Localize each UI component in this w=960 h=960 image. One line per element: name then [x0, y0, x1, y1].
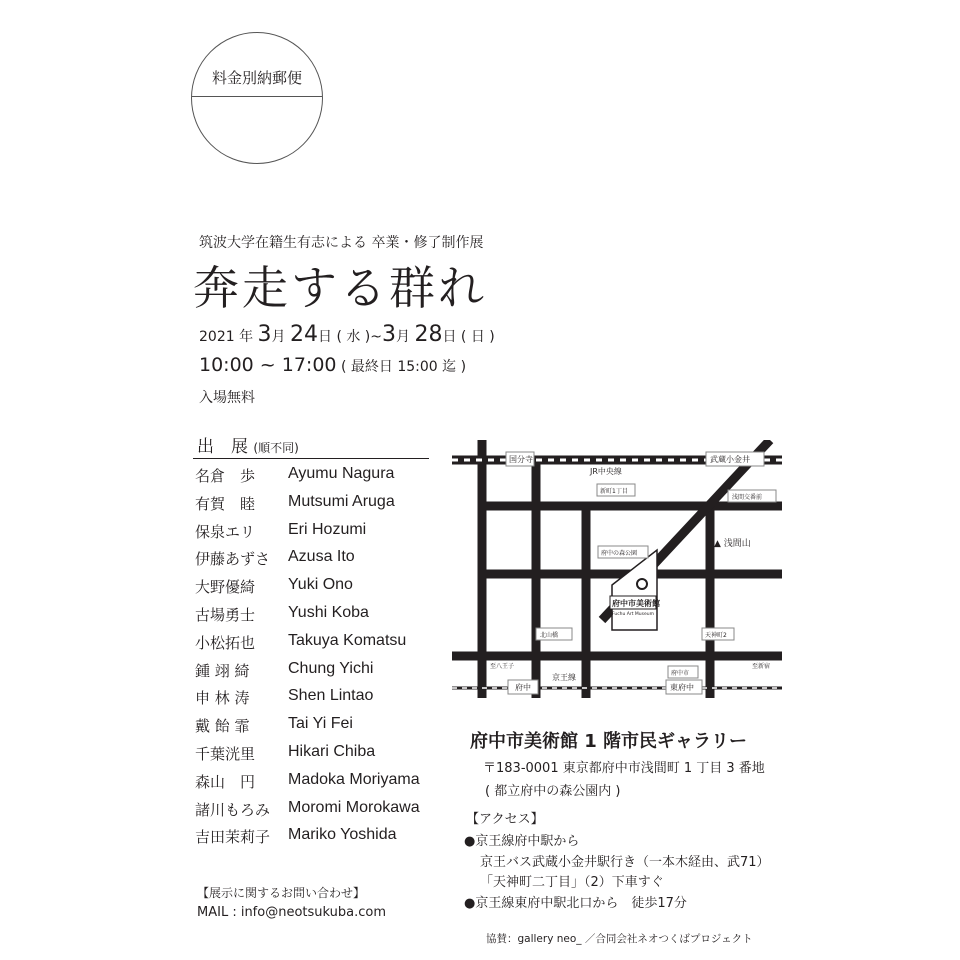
exhibitor-name-en: Azusa Ito [288, 548, 355, 566]
label-fuchu-city: 府中市 [671, 670, 690, 677]
exhibitor-name-en: Mutsumi Aruga [288, 492, 395, 510]
exhibition-dates [199, 322, 495, 347]
exhibitors-order-note: (順不同) [253, 441, 299, 455]
sponsor: 協賛：gallery neo_ ／合同会社ネオつくばプロジェクト [486, 933, 753, 945]
exhibitor-name-jp: 諸川もろみ [195, 800, 271, 819]
start-suffix: 日 ( 水 )~ [318, 329, 383, 345]
exhibitor-name-jp: 戴 飴 霏 [195, 717, 250, 736]
time-range: 10:00 ~ 17:00 [199, 354, 337, 376]
opening-hours [199, 354, 466, 376]
exhibitor-name-jp: 森山 円 [195, 772, 256, 791]
month-unit: 月 [271, 329, 286, 345]
exhibitor-name-en: Yushi Koba [288, 603, 369, 621]
exhibitor-name-jp: 千葉洸里 [195, 744, 256, 763]
venue-address-note: ( 都立府中の森公園内 ) [485, 784, 621, 799]
exhibition-subtitle: 筑波大学在籍生有志による 卒業・修了制作展 [199, 235, 484, 251]
exhibitor-name-en: Mariko Yoshida [288, 826, 397, 844]
park-block [612, 550, 657, 630]
exhibitor-name-en: Moromi Morokawa [288, 798, 420, 816]
exhibitor-name-jp: 伊藤あずさ [195, 550, 271, 569]
access-route-1-bus: 京王バス武蔵小金井駅行き（一本木経由、武71） [480, 855, 770, 870]
end-suffix: 日 ( 日 ) [442, 329, 495, 345]
label-shinmachi: 新町1丁目 [600, 488, 628, 495]
access-route-1: ●京王線府中駅から [464, 834, 580, 849]
exhibitor-name-en: Ayumu Nagura [288, 465, 395, 482]
exhibitor-name-jp: 保泉エリ [195, 522, 256, 541]
exhibitor-name-jp: 吉田茉莉子 [195, 828, 271, 847]
start-day: 24 [290, 322, 318, 347]
label-keio-line: 京王線 [552, 673, 576, 682]
venue-address: 〒183-0001 東京都府中市浅間町 1 丁目 3 番地 [483, 761, 765, 776]
label-museum-en: Fuchu Art Museum [612, 612, 655, 617]
label-sengenyama: ▲ 浅間山 [714, 539, 751, 549]
start-month: 3 [257, 322, 272, 347]
heading-rule [193, 458, 429, 459]
contact-mail[interactable]: MAIL : info@neotsukuba.com [197, 905, 386, 920]
exhibitor-name-jp: 鍾 翊 綺 [195, 661, 250, 680]
exhibitor-name-jp: 申 林 涛 [195, 689, 250, 708]
exhibitor-name-jp: 古場勇士 [195, 605, 256, 624]
exhibitors-heading [197, 432, 299, 457]
exhibitor-name-jp: 有賀 睦 [195, 494, 256, 513]
label-fuchu-no-mori: 府中の森公園 [601, 550, 638, 557]
label-musashi-koganei: 武蔵小金井 [710, 455, 750, 464]
postage-stamp-circle [191, 32, 323, 164]
exhibitor-name-en: Chung Yichi [288, 659, 374, 677]
exhibitor-name-en: Takuya Komatsu [288, 631, 407, 649]
year: 2021 年 [199, 329, 254, 345]
venue-name: 府中市美術館 1 階市民ギャラリー [470, 731, 748, 752]
access-route-1-stop: 「天神町二丁目」（2）下車すぐ [480, 875, 664, 890]
label-hachioji: 至八王子 [490, 663, 515, 670]
label-tenjincho: 天神町2 [705, 632, 727, 639]
exhibitor-name-en: Tai Yi Fei [288, 715, 353, 733]
label-museum: 府中市美術館 [612, 599, 660, 608]
exhibitor-name-en: Hikari Chiba [288, 742, 376, 760]
access-route-2: ●京王線東府中駅北口から 徒歩17分 [464, 896, 687, 911]
exhibitor-name-en: Shen Lintao [288, 687, 374, 705]
end-month: 3 [382, 322, 397, 347]
access-map [452, 440, 782, 698]
exhibitor-name-en: Eri Hozumi [288, 520, 367, 538]
month-unit-2: 月 [396, 329, 411, 345]
admission: 入場無料 [199, 390, 255, 406]
exhibitor-name-jp: 大野優綺 [195, 578, 256, 597]
exhibitor-name-jp: 名倉 歩 [195, 467, 256, 485]
exhibition-title: 奔走する群れ [193, 261, 487, 315]
label-shinjuku: 至新宿 [752, 663, 771, 670]
label-jr-chuo: JR中央線 [590, 467, 622, 476]
label-higashi-fuchu-station: 東府中 [670, 683, 694, 692]
exhibitor-name-en: Madoka Moriyama [288, 770, 420, 788]
access-heading: 【アクセス】 [466, 812, 544, 827]
label-kitayama: 北山橋 [540, 632, 559, 639]
end-day: 28 [414, 322, 443, 347]
exhibitor-name-jp: 小松拓也 [195, 633, 256, 652]
label-kokubunji: 国分寺 [509, 455, 533, 464]
exhibitor-name-en: Yuki Ono [288, 576, 353, 594]
postage-label: 料金別納郵便 [211, 69, 302, 87]
time-note: ( 最終日 15:00 迄 ) [340, 359, 467, 375]
stamp-divider [192, 96, 322, 97]
label-sengen-kouban: 浅間交番前 [732, 494, 763, 501]
label-fuchu-station: 府中 [515, 683, 531, 692]
contact-heading: 【展示に関するお問い合わせ】 [197, 886, 366, 900]
exhibitors-title: 出 展 [197, 437, 248, 457]
